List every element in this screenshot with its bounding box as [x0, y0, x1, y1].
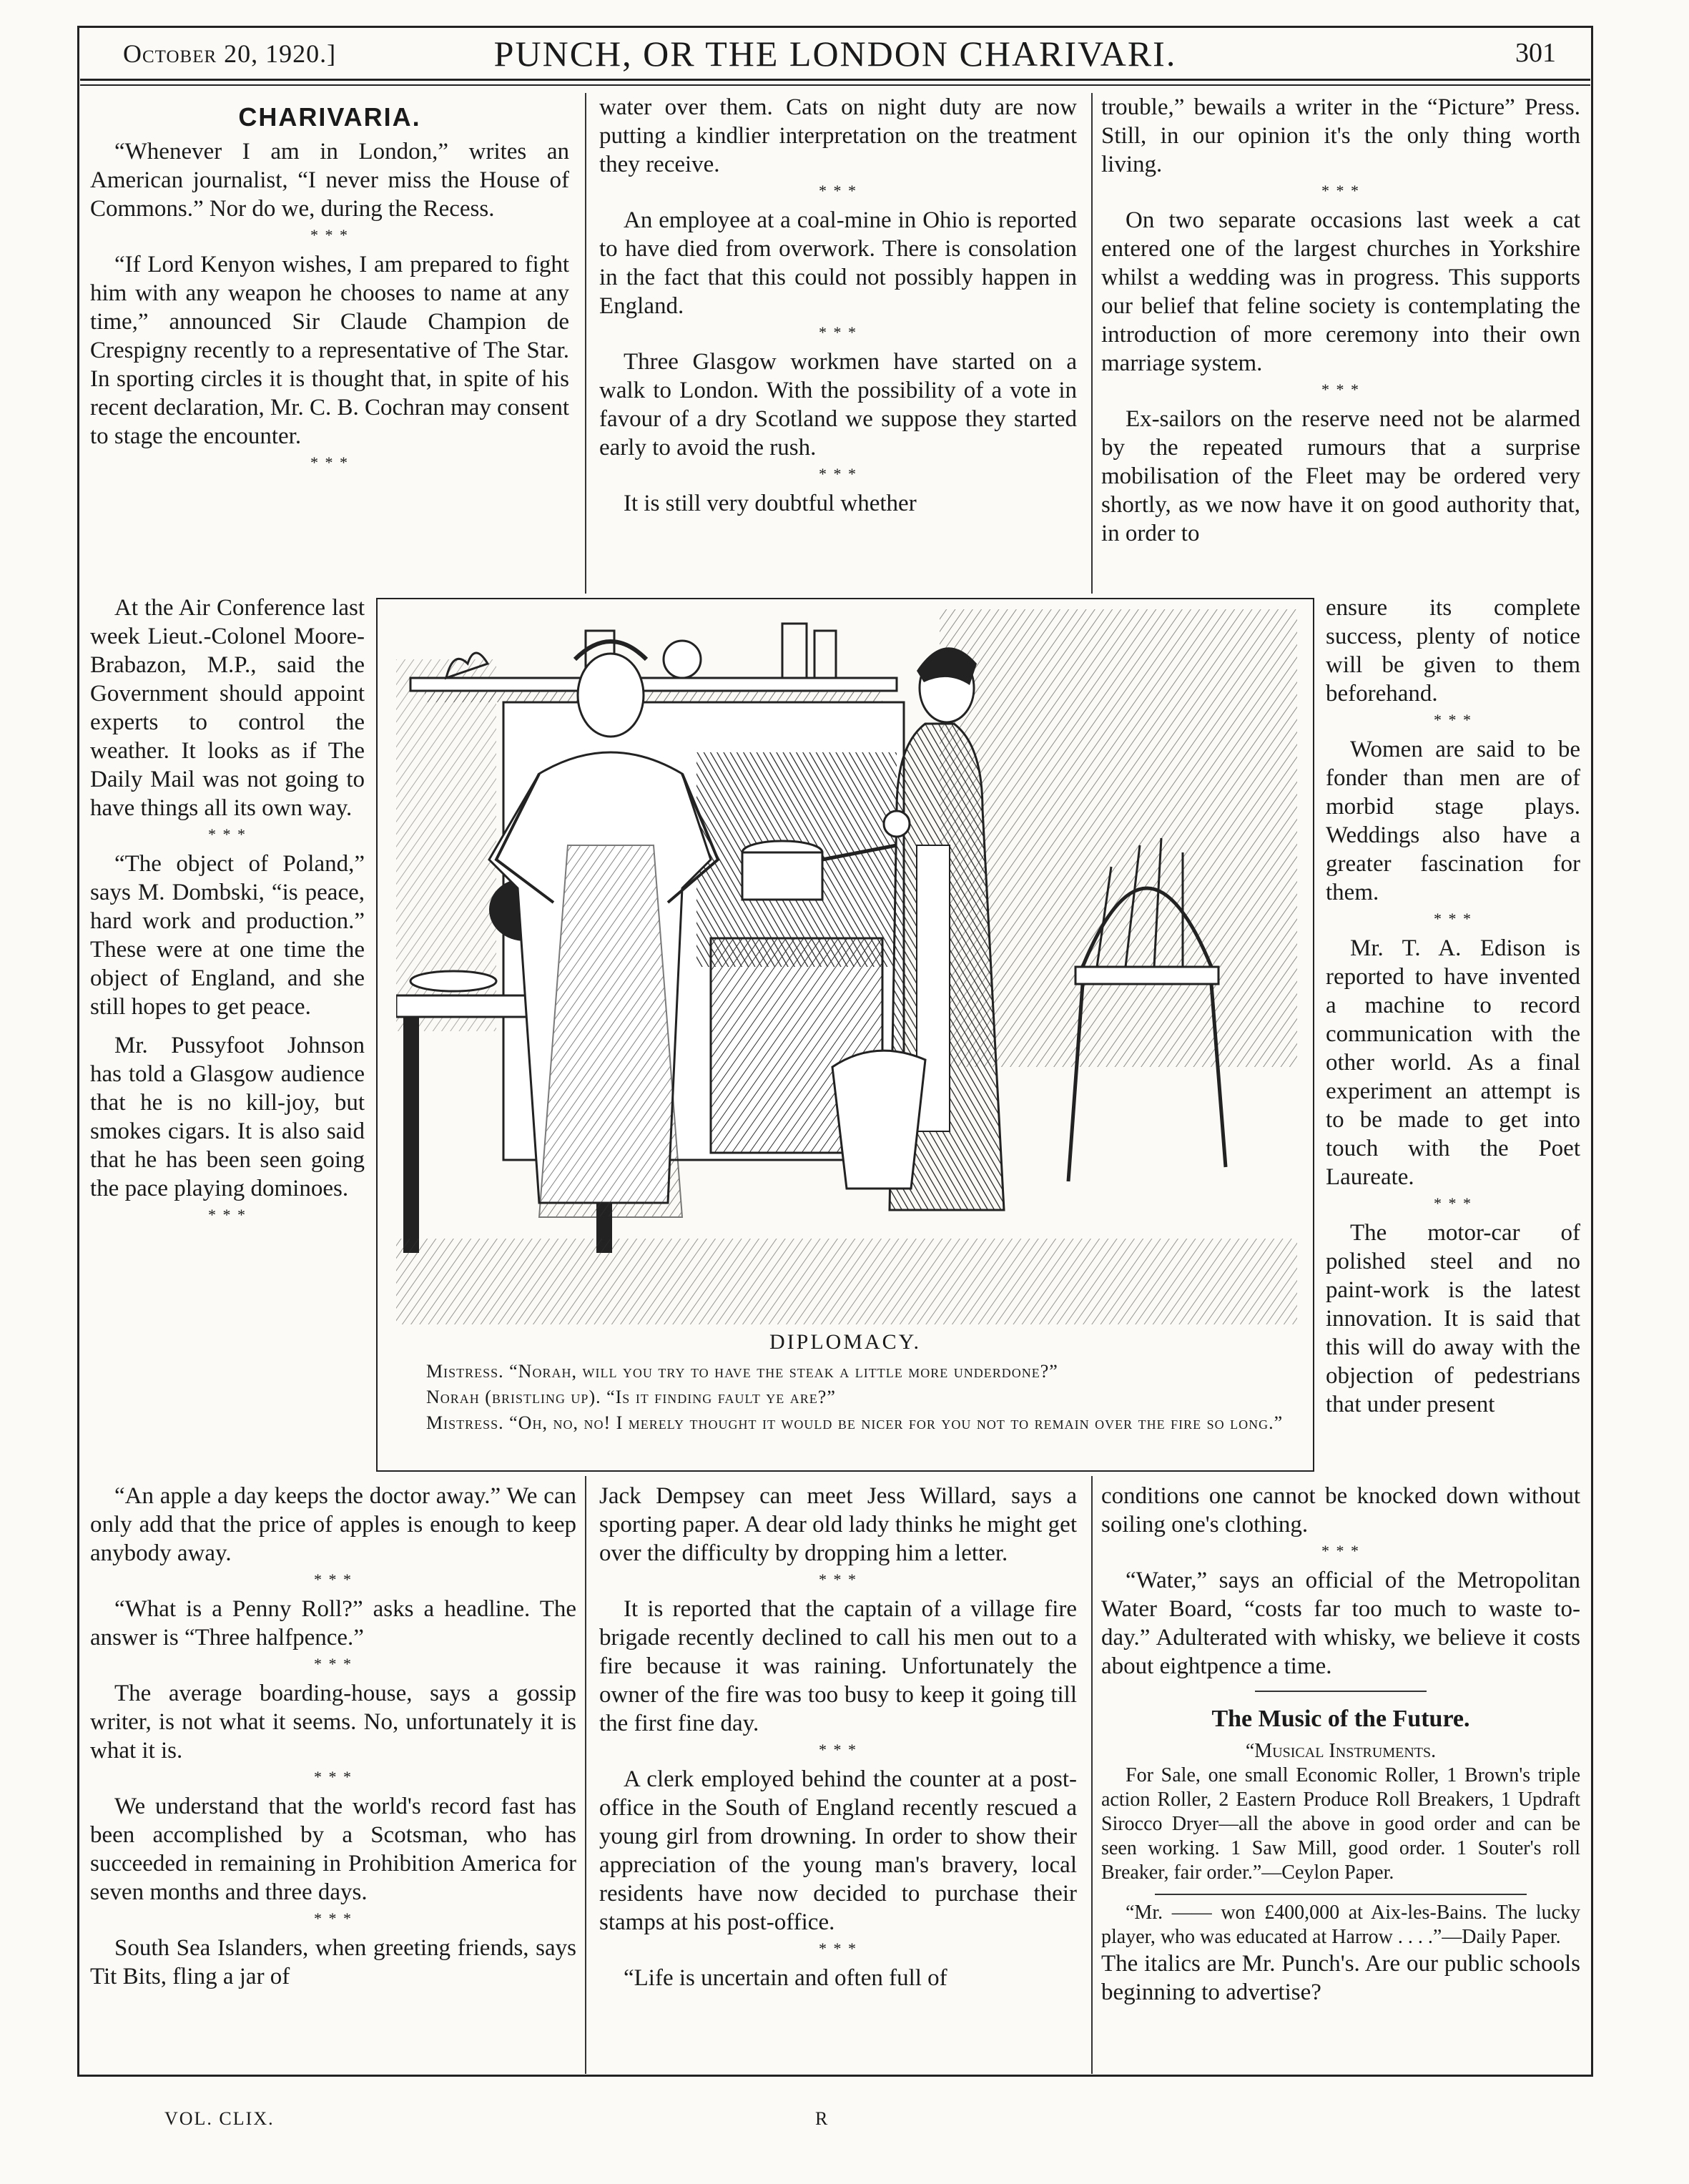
asterism: * * *	[1321, 1542, 1360, 1560]
paragraph: conditions one cannot be knocked down without soiling one's clothing.	[1101, 1483, 1580, 1538]
paragraph: We understand that the world's record fast has been accomplished by a Scotsman, who has succeeded in remaining in Prohibition America for seven months and three days.	[90, 1794, 576, 1905]
paragraph: The italics are Mr. Punch's. Are our public schools beginning to advertise?	[1101, 1951, 1580, 2005]
column-rule	[1091, 1476, 1093, 2074]
column-1-bottom	[90, 1482, 576, 1991]
section-rule	[1155, 1894, 1527, 1895]
paragraph: Jack Dempsey can meet Jess Willard, says a sporting paper. A dear old lady thinks he might get over the difficulty by dropping him a letter.	[599, 1483, 1077, 1566]
paragraph: On two separate occasions last week a cat entered one of the largest churches in Yorkshire whilst a wedding was in progress. This supports our belief that feline society is contemplating the introduction of more ceremony into their own marriage system.	[1101, 207, 1580, 376]
asterism: * * *	[819, 323, 857, 341]
asterism: * * *	[819, 1570, 857, 1588]
cartoon-title: DIPLOMACY.	[769, 1330, 921, 1354]
asterism: * * *	[819, 1741, 857, 1758]
paragraph: A clerk employed behind the counter at a post-office in the South of England recently rescued a young girl from drowning. In order to show their appreciation of the young man's bravery, local residents have now decided to purchase their stamps at his post-office.	[599, 1766, 1077, 1935]
asterism: * * *	[208, 825, 247, 843]
paragraph: Mr. T. A. Edison is reported to have invented a machine to record communication with the other world. As a final experiment an attempt is to be made to get into touch with the Poet Laureate.	[1326, 935, 1580, 1190]
paragraph: trouble,” bewails a writer in the “Picture” Press. Still, in our opinion it's the only thing worth living.	[1101, 94, 1580, 177]
cartoon-caption	[398, 1359, 1294, 1436]
column-3-bottom	[1101, 1482, 1580, 2007]
asterism: * * *	[310, 226, 349, 244]
paragraph: “If Lord Kenyon wishes, I am prepared to fight him with any weapon he chooses to name at any time,” announced Sir Claude Champion de Crespigny recently to a representative of The Star. In sporting circles it is thought that, in spite of his recent declaration, Mr. C. B. Cochran may consent to stage the encounter.	[90, 252, 569, 449]
asterism: * * *	[819, 465, 857, 483]
section-rule	[1255, 1691, 1427, 1692]
asterism: * * *	[1434, 910, 1472, 928]
harrow-quote: “Mr. —— won £400,000 at Aix-les-Bains. The lucky player, who was educated at Harrow . . . .”—Daily Paper.	[1101, 1902, 1580, 1948]
paragraph: “Water,” says an official of the Metropolitan Water Board, “costs far too much to waste to-day.” Adulterated with whisky, we believe it costs about eightpence a time.	[1101, 1568, 1580, 1679]
header-rule	[80, 84, 1590, 86]
cartoon-illustration	[396, 609, 1297, 1324]
column-rule	[585, 93, 586, 594]
paragraph: South Sea Islanders, when greeting friends, says Tit Bits, fling a jar of	[90, 1935, 576, 1989]
asterism: * * *	[819, 1939, 857, 1957]
asterism: * * *	[314, 1570, 353, 1588]
paragraph: “Life is uncertain and often full of	[624, 1965, 947, 1991]
paragraph: ensure its complete success, plenty of notice will be given to them beforehand.	[1326, 595, 1580, 707]
paragraph: The average boarding-house, says a gossip writer, is not what it seems. No, unfortunately it is what it is.	[90, 1681, 576, 1764]
running-header	[80, 29, 1590, 81]
caption-line: Mistress. “Oh, no, no! I merely thought it would be nicer for you not to remain over the fire so long.”	[426, 1412, 1284, 1433]
paragraph: Ex-sailors on the reserve need not be alarmed by the repeated rumours that a surprise mobilisation of the Fleet may be ordered very shortly, as we now have it on good authority that, in order to	[1101, 406, 1580, 546]
caption-line: Mistress. “Norah, will you try to have the steak a little more underdone?”	[426, 1361, 1058, 1382]
asterism: * * *	[1321, 380, 1360, 398]
signature-mark: R	[815, 2108, 829, 2129]
column-2-bottom	[599, 1482, 1077, 1992]
column-3-top	[1101, 93, 1580, 548]
volume-label: VOL. CLIX.	[164, 2108, 275, 2129]
issue-date: October 20, 1920.]	[123, 39, 337, 68]
music-advert: For Sale, one small Economic Roller, 1 Brown's triple action Roller, 2 Eastern Produce Roll Breakers, 1 Updraft Sirocco Dryer—all the above in good order and can be seen working. 1 Saw Mill, good order. 1 Souter's roll Breaker, fair order.”—Ceylon Paper.	[1101, 1764, 1580, 1884]
paragraph: water over them. Cats on night duty are now putting a kindlier interpretation on the treatment they receive.	[599, 94, 1077, 177]
column-3-narrow	[1326, 594, 1580, 1419]
music-subtitle: “Musical Instruments.	[1245, 1740, 1437, 1762]
paragraph: Three Glasgow workmen have started on a walk to London. With the possibility of a vote in favour of a dry Scotland we suppose they started early to avoid the rush.	[599, 349, 1077, 461]
paragraph: An employee at a coal-mine in Ohio is reported to have died from overwork. There is consolation in the fact that this could not possibly happen in England.	[599, 207, 1077, 319]
asterism: * * *	[1434, 1194, 1472, 1212]
asterism: * * *	[314, 1909, 353, 1927]
paragraph: At the Air Conference last week Lieut.-Colonel Moore-Brabazon, M.P., said the Government should appoint experts to control the weather. It looks as if The Daily Mail was not going to have things all its own way.	[90, 595, 365, 821]
column-2-top	[599, 93, 1077, 518]
paragraph: Women are said to be fonder than men are of morbid stage plays. Weddings also have a greater fascination for them.	[1326, 737, 1580, 905]
asterism: * * *	[208, 1206, 247, 1224]
asterism: * * *	[314, 1768, 353, 1786]
section-heading: CHARIVARIA.	[238, 102, 421, 132]
column-rule	[585, 1476, 586, 2074]
paragraph: It is still very doubtful whether	[624, 491, 917, 516]
paragraph: The motor-car of polished steel and no paint-work is the latest innovation. It is said that this will do away with the objection of pedestrians that under present	[1326, 1220, 1580, 1417]
cartoon	[376, 598, 1314, 1472]
paragraph: “An apple a day keeps the doctor away.” We can only add that the price of apples is enough to keep anybody away.	[90, 1483, 576, 1566]
paragraph: “The object of Poland,” says M. Dombski, “is peace, hard work and production.” These were at one time the object of England, and she still hopes to get peace.	[90, 851, 365, 1020]
caption-line: Norah (bristling up). “Is it finding fault ye are?”	[426, 1387, 836, 1407]
asterism: * * *	[819, 182, 857, 200]
paragraph: It is reported that the captain of a village fire brigade recently declined to call his men out to a fire because it was raining. Unfortunately the owner of the fire was too busy to keep it going till the first fine day.	[599, 1596, 1077, 1736]
music-title: The Music of the Future.	[1211, 1706, 1470, 1732]
paragraph: Mr. Pussyfoot Johnson has told a Glasgow audience that he is no kill-joy, but smokes cigars. It is also said that he has been seen going the pace playing dominoes.	[90, 1033, 365, 1201]
asterism: * * *	[310, 453, 349, 471]
asterism: * * *	[314, 1655, 353, 1673]
paragraph: “Whenever I am in London,” writes an American journalist, “I never miss the House of Commons.” Nor do we, during the Recess.	[90, 139, 569, 222]
column-rule	[1091, 93, 1093, 594]
paragraph: “What is a Penny Roll?” asks a headline. The answer is “Three halfpence.”	[90, 1596, 576, 1651]
asterism: * * *	[1321, 182, 1360, 200]
column-1-top	[90, 93, 569, 478]
magazine-title: PUNCH, OR THE LONDON CHARIVARI.	[493, 34, 1177, 74]
column-1-narrow	[90, 594, 365, 1230]
asterism: * * *	[1434, 711, 1472, 729]
page-number: 301	[1515, 38, 1556, 68]
